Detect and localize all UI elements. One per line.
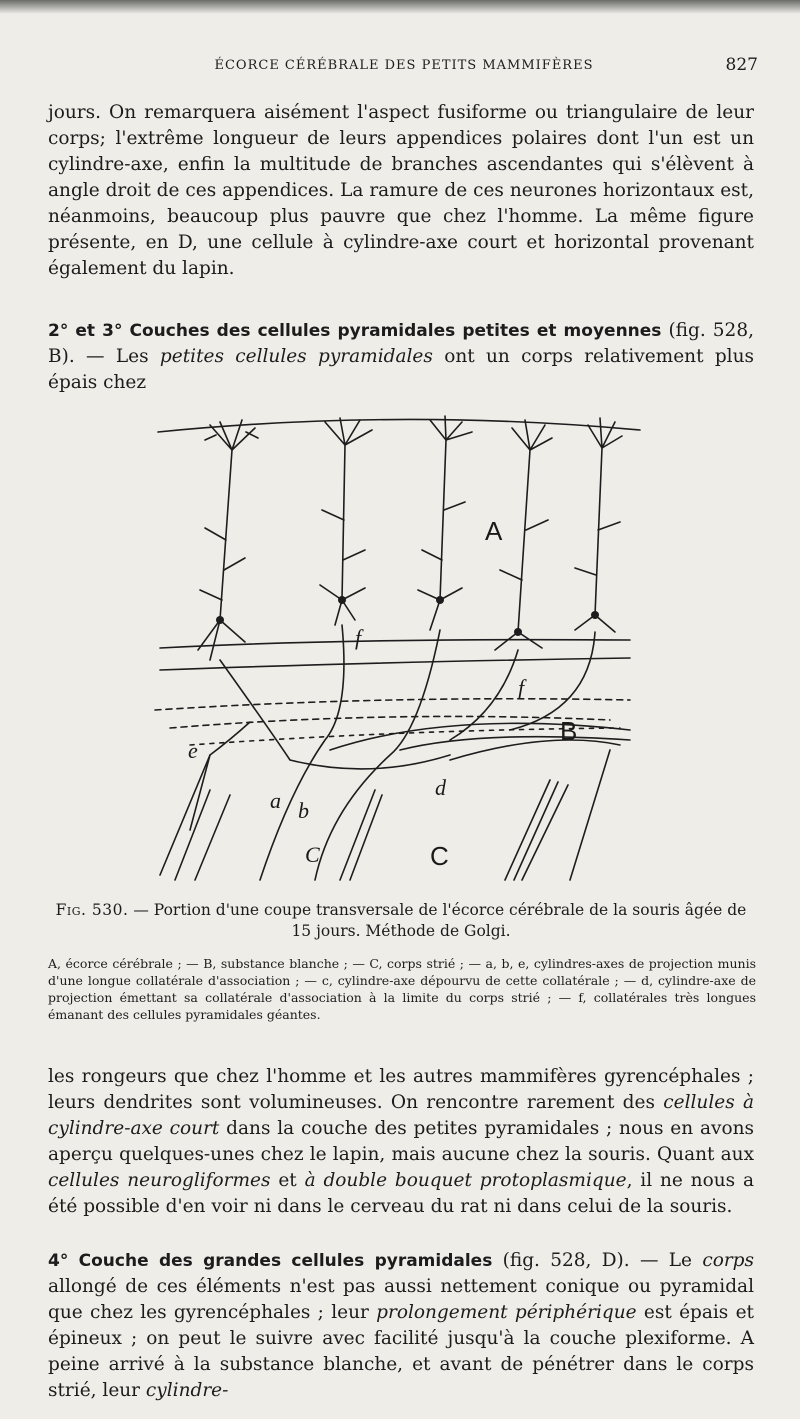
section-4-title: Couche des grandes cellules pyramidales [78,1251,493,1271]
section-term: petites cellules pyramidales [159,346,433,367]
para2-text-4: , il ne nous a été possible d'en voir ni dans le cerveau du rat ni dans celui de la souris. [48,1170,754,1217]
section-2-3-paragraph [48,318,754,396]
label-e: e [188,738,198,763]
section-4-paragraph [48,1248,754,1404]
section-4-text-2: allongé de ces éléments n'est pas aussi nettement conique ou pyramidal que chez les gyrencéphales ; leur [48,1276,754,1323]
pial-surface-line [158,419,640,432]
label-f-upper: f [355,625,362,650]
label-b: b [298,798,309,823]
section-number: 2° et 3° [48,321,123,341]
section-intro: — Les [86,346,149,367]
para2-term-1: cellules à cylindre-axe court [48,1092,755,1139]
figure-legend: A, écorce cérébrale ; — B, substance blanche ; — C, corps strié ; — a, b, e, cylindres-axes de projection munis d'une longue collatérale d'association ; — c, cylindre-axe dépourvu de cette collatérale ; — d, cylindre-axe de projection émettant sa collatérale d'association à la limite du corps strié ; — f, collatérales très longues émanant des cellules pyramidales géantes. [48,956,756,1022]
label-a: a [270,788,281,813]
page-number: 827 [725,55,758,75]
apical-dendrite-5 [595,448,602,615]
section-4-term-2: prolongement périphérique [376,1302,637,1323]
section-4-term-3: cylindre- [145,1380,229,1401]
paragraph-2 [48,1064,754,1220]
apical-dendrite-4 [518,450,530,632]
section-4-text-1: — Le [639,1250,693,1271]
para2-text-2: dans la couche des petites pyramidales ; nous en avons aperçu quelques-unes chez le lapin, mais aucune chez la souris. Quant aux [48,1118,754,1165]
section-4-term-1: corps [702,1250,755,1271]
label-C-big: C [430,841,449,871]
figure-caption [48,900,754,942]
page-header [48,55,760,82]
section-4-figure-ref: (fig. 528, D). [502,1250,630,1271]
section-rest: ont un corps relativement plus épais chez [48,346,754,393]
apical-dendrite-3 [440,440,446,600]
label-d: d [435,775,446,800]
apical-dendrite-2 [342,445,345,600]
section-4-number: 4° [48,1251,69,1271]
section-4-text-3: est épais et épineux ; on peut le suivre avec facilité jusqu'à la couche plexiforme. A peine arrivé à la substance blanche, et avant de pénétrer dans le corps strié, leur [48,1302,754,1401]
figure-530 [150,410,650,890]
paragraph-1: jours. On remarquera aisément l'aspect fusiforme ou triangulaire de leur corps; l'extrême longueur de leurs appendices polaires dont l'un est un cylindre-axe, enfin la multitude de branches ascendantes qui s'élèvent à angle droit de ces appendices. La ramure de ces neurones horizontaux est, néanmoins, beaucoup plus pauvre que chez l'homme. La même figure présente, en D, une cellule à cylindre-axe court et horizontal provenant également du lapin. [48,102,754,279]
running-head: ÉCORCE CÉRÉBRALE DES PETITS MAMMIFÈRES [214,58,594,73]
para2-term-2: cellules neurogliformes [48,1170,271,1191]
collateral-f-upper [160,640,630,648]
scan-edge-shadow [0,0,800,14]
label-B: B [560,716,578,746]
golgi-drawing [150,410,650,890]
figure-number: Fig. 530. [55,901,129,919]
label-A: A [485,516,503,546]
caption-text: — Portion d'une coupe transversale de l'écorce cérébrale de la souris âgée de 15 jours. Méthode de Golgi. [133,901,747,940]
para2-text-1: les rongeurs que chez l'homme et les autres mammifères gyrencéphales ; leurs dendrites sont volumineuses. On rencontre rarement des [48,1066,754,1113]
para2-term-3: à double bouquet protoplasmique [304,1170,627,1191]
label-f-lower: f [518,675,525,700]
section-figure-ref: (fig. 528, B). [48,320,754,367]
section-title: Couches des cellules pyramidales petites et moyennes [129,321,662,341]
apical-dendrite-1 [220,450,232,620]
label-c-small: C [305,842,320,867]
para2-text-3: et [278,1170,297,1191]
